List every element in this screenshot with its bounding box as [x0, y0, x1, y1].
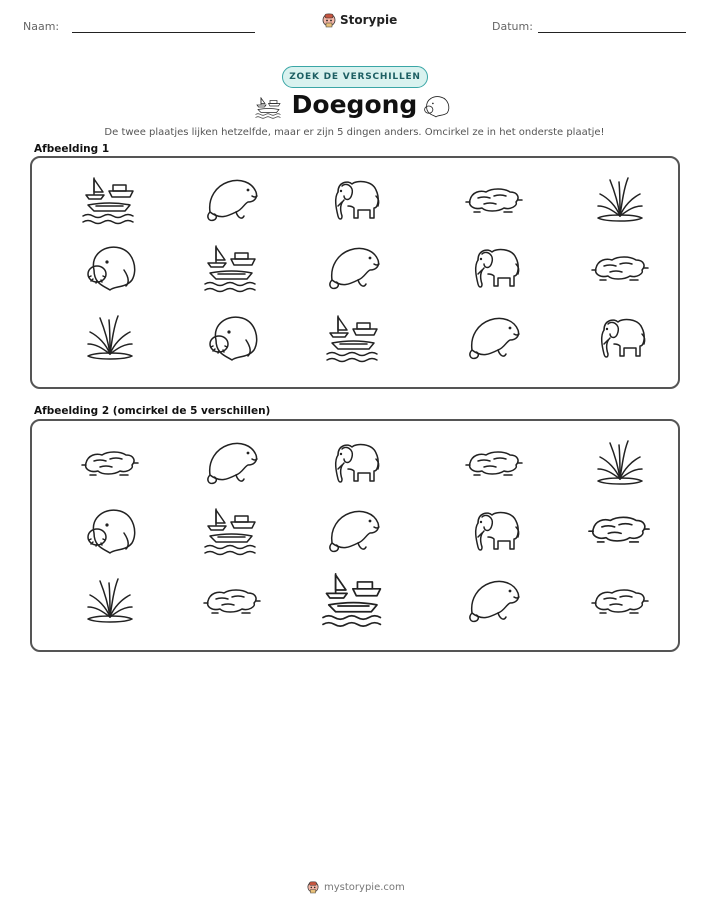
boats-icon[interactable]: [202, 240, 262, 294]
dugong-face-icon[interactable]: [202, 310, 262, 364]
seagrass-icon[interactable]: [80, 573, 140, 627]
seagrass-patch-icon[interactable]: [464, 435, 524, 489]
name-line[interactable]: [72, 32, 255, 33]
elephant-icon[interactable]: [590, 310, 650, 364]
page-title: Doegong: [291, 90, 418, 119]
footer: [307, 880, 405, 894]
activity-badge: ZOEK DE VERSCHILLEN: [282, 66, 428, 88]
boats-icon[interactable]: [324, 310, 384, 364]
title-boats-icon: [254, 92, 284, 120]
boats-icon[interactable]: [202, 503, 262, 557]
dugong-face-icon[interactable]: [80, 240, 140, 294]
seagrass-icon[interactable]: [590, 435, 650, 489]
seagrass-icon[interactable]: [80, 310, 140, 364]
boats-icon[interactable]: [319, 567, 389, 629]
dugong-icon[interactable]: [324, 503, 384, 557]
panel1-label: Afbeelding 1: [34, 143, 110, 155]
storypie-mascot-icon: [307, 880, 319, 894]
date-label: Datum:: [492, 20, 533, 33]
seagrass-patch-icon[interactable]: [202, 573, 262, 627]
boats-icon[interactable]: [80, 172, 140, 226]
dugong-icon[interactable]: [464, 310, 524, 364]
panel2[interactable]: [30, 419, 680, 652]
storypie-mascot-icon: [322, 12, 336, 28]
seagrass-patch-icon[interactable]: [464, 172, 524, 226]
seagrass-patch-icon[interactable]: [80, 435, 140, 489]
brand-logo: [322, 12, 397, 28]
panel1[interactable]: [30, 156, 680, 389]
title-dugong-icon: [420, 92, 452, 120]
title-row: [0, 90, 709, 124]
dugong-icon[interactable]: [324, 240, 384, 294]
dugong-icon[interactable]: [202, 172, 262, 226]
footer-site: mystorypie.com: [324, 881, 405, 893]
elephant-icon[interactable]: [324, 172, 384, 226]
dugong-icon[interactable]: [464, 573, 524, 627]
name-label: Naam:: [23, 20, 60, 33]
dugong-face-icon[interactable]: [80, 503, 140, 557]
seagrass-patch-icon[interactable]: [590, 573, 650, 627]
seagrass-patch-icon[interactable]: [590, 240, 650, 294]
instructions-text: De twee plaatjes lijken hetzelfde, maar er zijn 5 dingen anders. Omcirkel ze in het onderste plaatje!: [104, 127, 605, 138]
seagrass-patch-icon[interactable]: [584, 499, 654, 557]
seagrass-icon[interactable]: [590, 172, 650, 226]
brand-name: Storypie: [340, 13, 398, 27]
date-line[interactable]: [538, 32, 686, 33]
elephant-icon[interactable]: [324, 435, 384, 489]
elephant-icon[interactable]: [464, 240, 524, 294]
elephant-icon[interactable]: [464, 503, 524, 557]
panel2-label: Afbeelding 2 (omcirkel de 5 verschillen): [34, 405, 271, 417]
dugong-icon[interactable]: [202, 435, 262, 489]
